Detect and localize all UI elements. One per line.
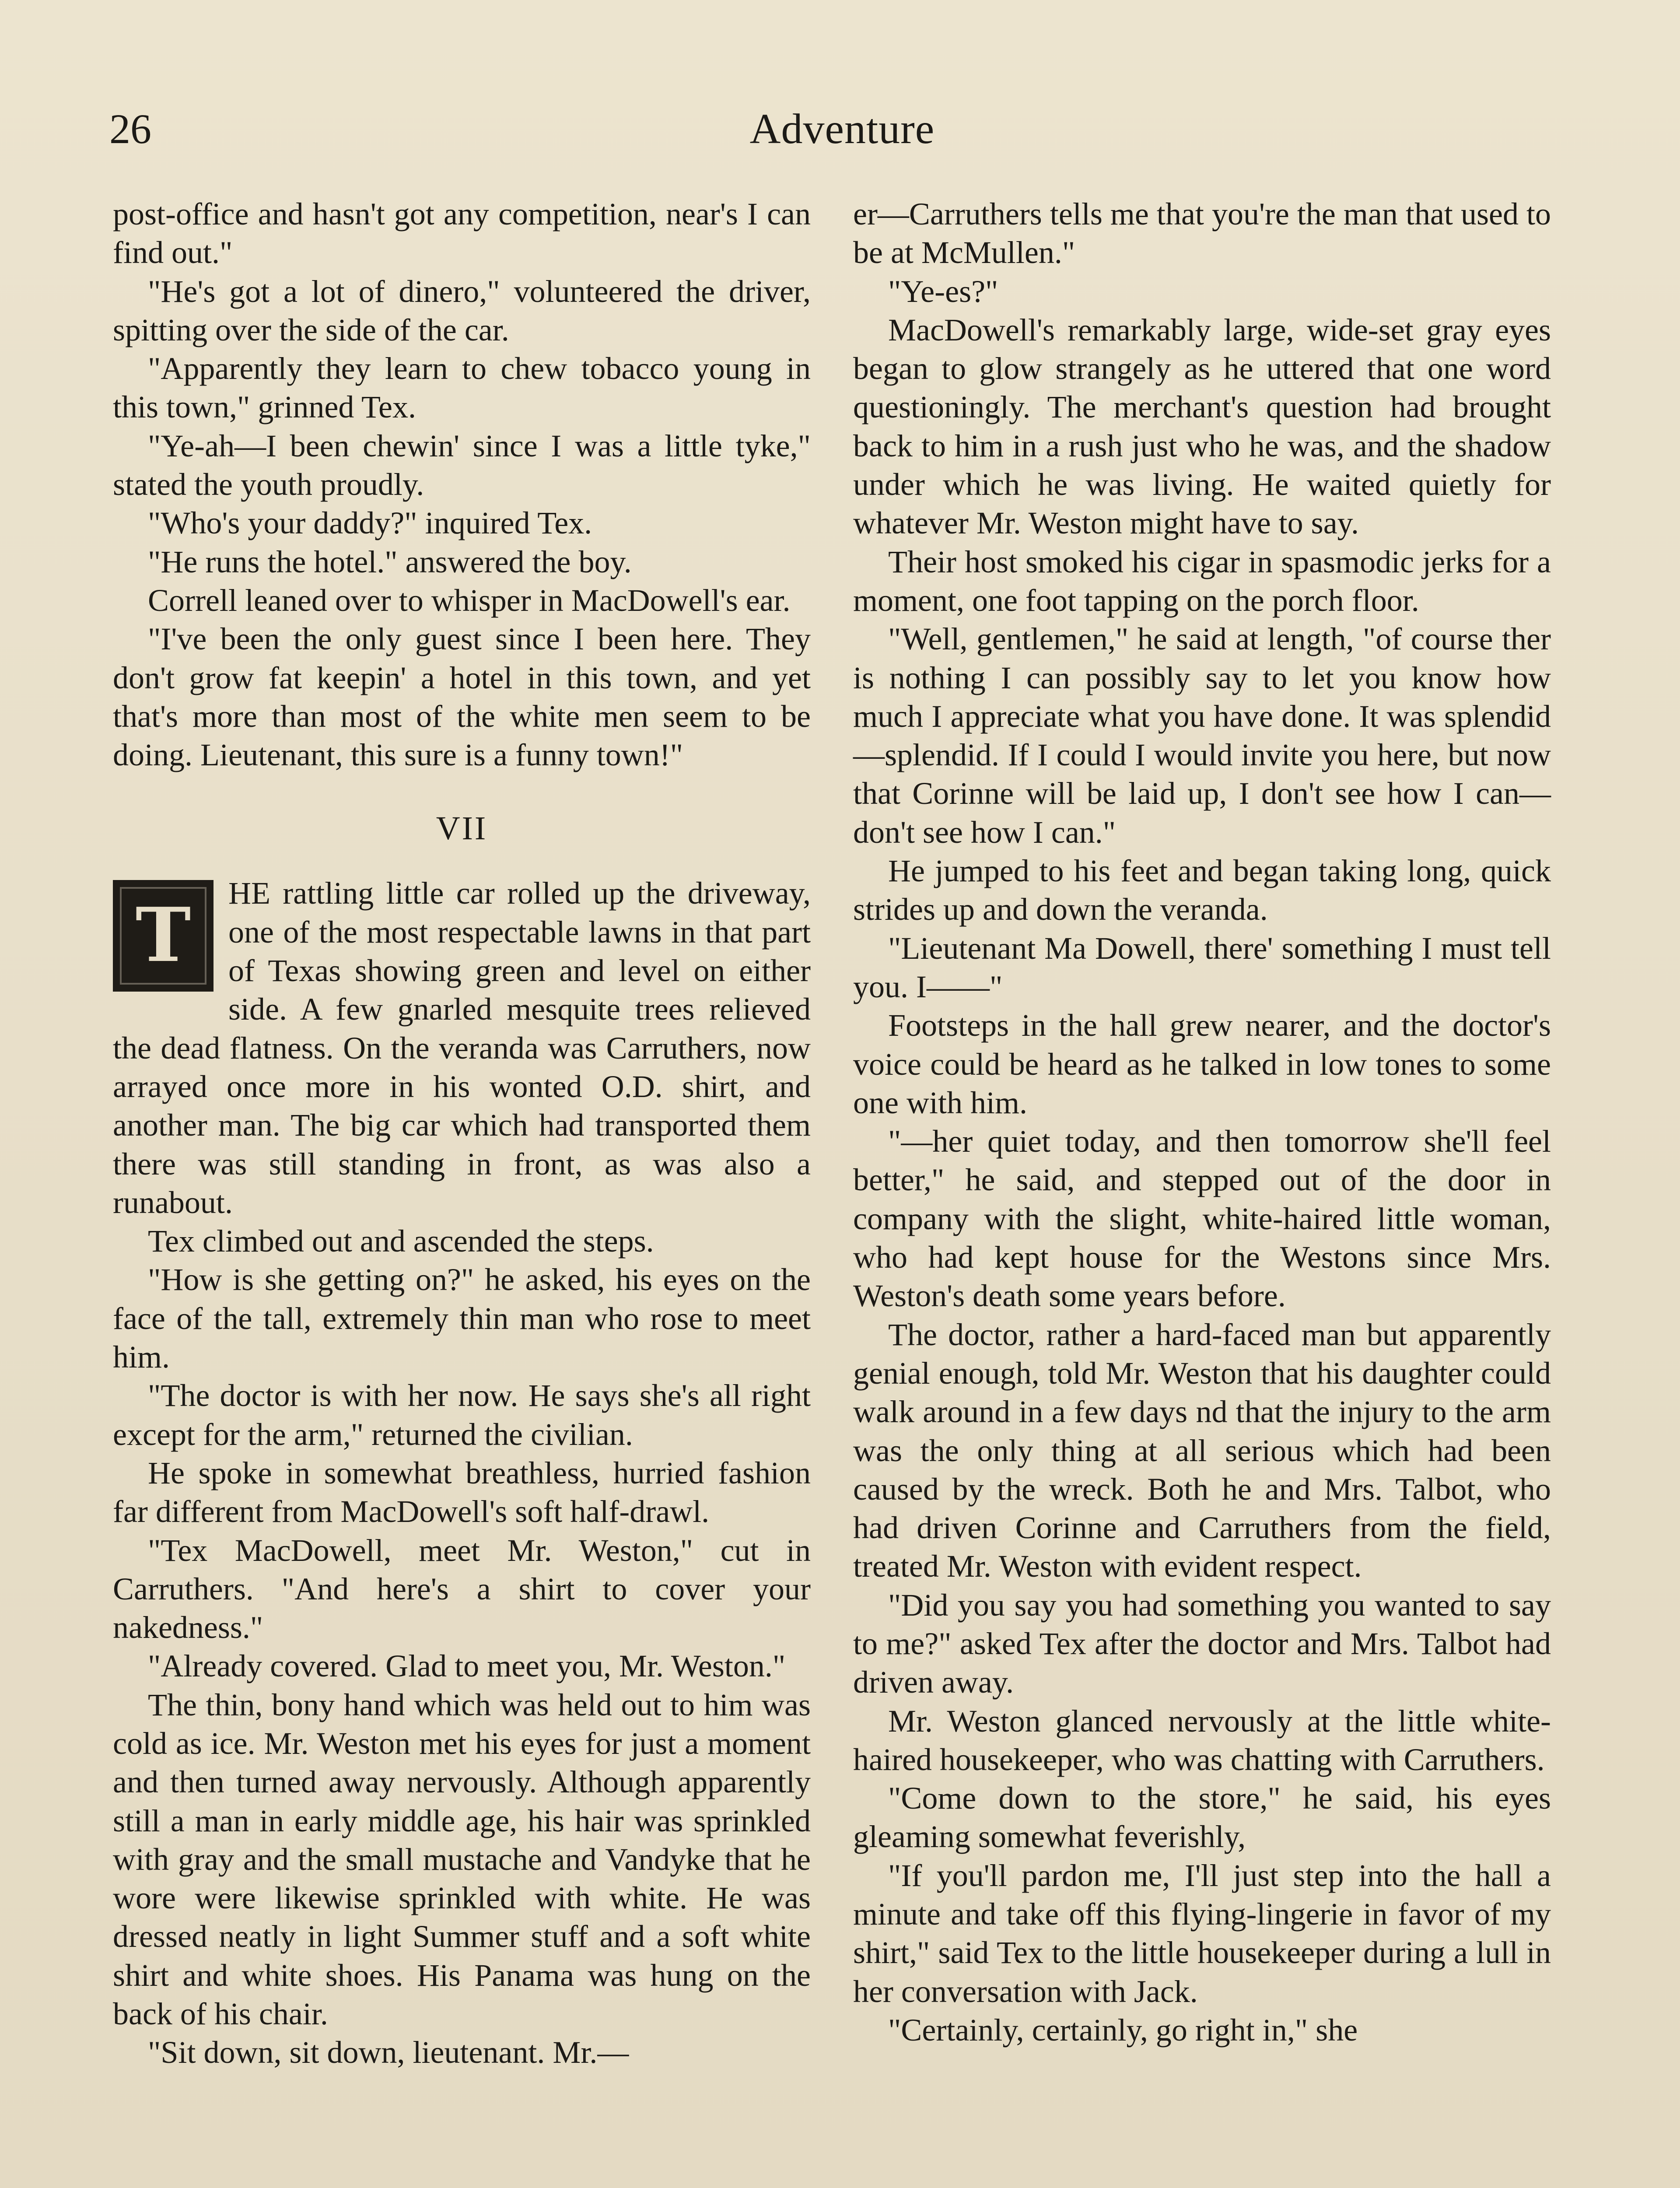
paragraph: "Ye-es?": [888, 274, 998, 309]
paragraph: Their host smoked his cigar in spasmodic jerks for a moment, one foot tapping on the porch floor.: [853, 544, 1551, 618]
paragraph: The doctor, rather a hard-faced man but apparently genial enough, told Mr. Weston that his daughter could walk around in a few days nd that the injury to the arm was the only thing at all serious which had been caused by the wreck. Both he and Mrs. Talbot, who had driven Corinne and Carruthers from the field, treated Mr. Weston with evident respect.: [853, 1317, 1551, 1584]
paragraph: Footsteps in the hall grew nearer, and the doctor's voice could be heard as he talked in low tones to some one with him.: [853, 1008, 1551, 1120]
paragraph: MacDowell's remarkably large, wide-set gray eyes began to glow strangely as he uttered that one word questioningly. The merchant's question had brought back to him in a rush just who he was, and the shadow under which he was living. He waited quietly for whatever Mr. Weston might have to say.: [853, 312, 1551, 541]
paragraph: "Did you say you had something you wanted to say to me?" asked Tex after the doctor and Mrs. Talbot had driven away.: [853, 1587, 1551, 1700]
paragraph: post-office and hasn't got any competition, near's I can find out.": [113, 196, 811, 270]
page-number: 26: [109, 105, 151, 152]
paragraph: "The doctor is with her now. He says she's all right except for the arm," returned the civilian.: [113, 1378, 811, 1452]
paragraph: "Well, gentlemen," he said at length, "of course ther is nothing I can possibly say to let you know how much I appreciate what you have done. It was splendid—splendid. If I could I would invite you here, but now that Corinne will be laid up, I don't see how I can—don't see how I can.": [853, 621, 1551, 850]
paragraph: HE rattling little car rolled up the driveway, one of the most respectable lawns in that part of Texas showing green and level on either side. A few gnarled mesquite trees relieved the dead flatness. On the veranda was Carruthers, now arrayed once more in his wonted O.D. shirt, and another man. The big car which had transported them there was still standing in front, as was also a runabout.: [113, 876, 811, 1220]
paragraph: er—Carruthers tells me that you're the man that used to be at McMullen.": [853, 196, 1551, 270]
page-header: [109, 94, 1575, 164]
drop-cap-initial: [113, 880, 214, 992]
paragraph: "Come down to the store," he said, his eyes gleaming somewhat feverishly,: [853, 1781, 1551, 1855]
paragraph: "—her quiet today, and then tomorrow she'll feel better," he said, and stepped out of the door in company with the slight, white-haired little woman, who had kept house for the Westons since Mrs. Weston's death some years before.: [853, 1124, 1551, 1314]
paragraph: "If you'll pardon me, I'll just step into the hall a minute and take off this flying-lingerie in favor of my shirt," said Tex to the little housekeeper during a lull in her conversation with Jack.: [853, 1858, 1551, 2009]
paragraph: The thin, bony hand which was held out to him was cold as ice. Mr. Weston met his eyes for just a moment and then turned away nervously. Although apparently still a man in early middle age, his hair was sprinkled with gray and the small mustache and Vandyke that he wore were likewise sprinkled with white. He was dressed neatly in light Summer stuff and a soft white shirt and white shoes. His Panama was hung on the back of his chair.: [113, 1687, 811, 2032]
left-column: [113, 195, 811, 2072]
paragraph: "Tex MacDowell, meet Mr. Weston," cut in Carruthers. "And here's a shirt to cover your nakedness.": [113, 1532, 811, 1645]
right-column: [853, 195, 1551, 2049]
paragraph: "Apparently they learn to chew tobacco young in this town," grinned Tex.: [113, 351, 811, 425]
paragraph: "Sit down, sit down, lieutenant. Mr.—: [148, 2035, 629, 2070]
paragraph: "Ye-ah—I been chewin' since I was a little tyke," stated the youth proudly.: [113, 428, 811, 502]
paragraph: "Certainly, certainly, go right in," she: [888, 2012, 1358, 2048]
chapter-opening: [113, 874, 811, 1222]
paragraph: "He's got a lot of dinero," volunteered the driver, spitting over the side of the car.: [113, 274, 811, 347]
paragraph: He jumped to his feet and began taking long, quick strides up and down the veranda.: [853, 853, 1551, 927]
paragraph: Correll leaned over to whisper in MacDowell's ear.: [148, 582, 791, 618]
paragraph: "How is she getting on?" he asked, his eyes on the face of the tall, extremely thin man who rose to meet him.: [113, 1262, 811, 1375]
chapter-heading: VII: [436, 810, 488, 847]
magazine-title: Adventure: [749, 105, 935, 153]
paragraph: "Who's your daddy?" inquired Tex.: [148, 505, 592, 541]
paragraph: "Lieutenant Ma Dowell, there' something I must tell you. I——": [853, 930, 1551, 1004]
drop-cap-ornament: [120, 887, 206, 985]
paragraph: He spoke in somewhat breathless, hurried fashion far different from MacDowell's soft half-drawl.: [113, 1455, 811, 1529]
paragraph: Mr. Weston glanced nervously at the little white-haired housekeeper, who was chatting with Carruthers.: [853, 1703, 1551, 1777]
drop-cap-letter: T: [135, 891, 191, 979]
paragraph: "I've been the only guest since I been here. They don't grow fat keepin' a hotel in this town, and yet that's more than most of the white men seem to be doing. Lieutenant, this sure is a funny town!": [113, 621, 811, 773]
paragraph: Tex climbed out and ascended the steps.: [148, 1224, 654, 1259]
paragraph: "He runs the hotel." answered the boy.: [148, 544, 632, 579]
paragraph: "Already covered. Glad to meet you, Mr. Weston.": [148, 1648, 786, 1684]
